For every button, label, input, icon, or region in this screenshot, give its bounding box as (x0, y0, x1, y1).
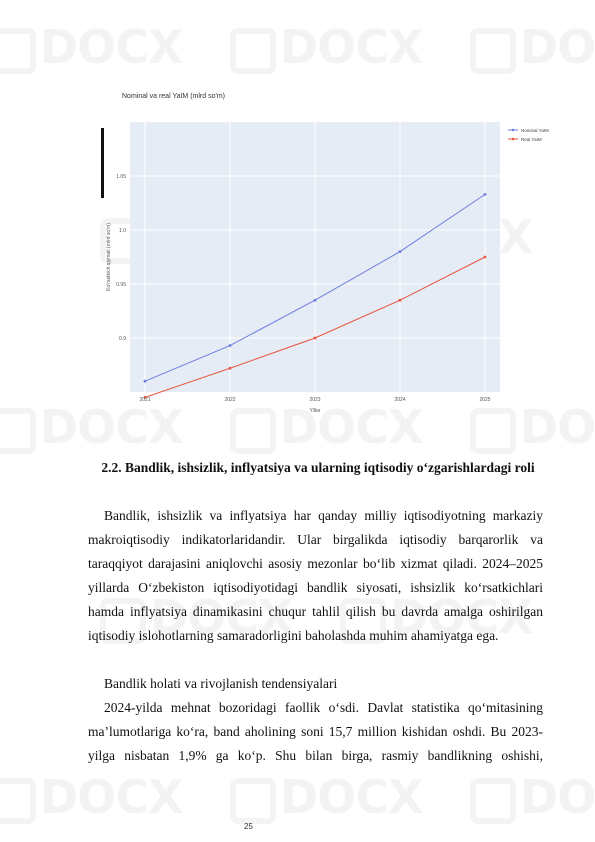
data-point (144, 380, 147, 383)
y-tick-label: 0.95 (116, 282, 126, 288)
chart-legend (508, 128, 549, 142)
data-point (314, 299, 317, 302)
x-tick-label: 2021 (139, 397, 151, 403)
chart-title: Nominal va real YaIM (mlrd so'm) (122, 93, 225, 100)
data-point (399, 250, 402, 253)
x-tick-label: 2023 (309, 397, 321, 403)
legend-marker (512, 138, 515, 141)
section-title: 2.2. Bandlik, ishsizlik, inflyatsiya va ularning iqtisodiy o‘zgarishlardagi roli (101, 460, 535, 475)
paragraph-intro: Bandlik, ishsizlik va inflyatsiya har qanday milliy iqtisodiyotning markaziy makroiqtisodiy indikatorlaridandir. Ular birgalikda iqtisodiy barqarorlik va taraqqiyot darajasini aniqlovchi asosiy mezonlar bo‘lib xizmat qiladi. 2024–2025 yillarda O‘zbekiston iqtisodiyotidagi bandlik siyosati, ishsizlik ko‘rsatkichlari hamda inflyatsiya dinamikasini chuqur tahlil qilish bu davrda amalga oshirilgan iqtisodiy islohotlarning samaradorligini baholashda muhim ahamiyatga ega. (88, 508, 543, 643)
paragraph-employment: 2024-yilda mehnat bozoridagi faollik o‘sdi. Davlat statistika qo‘mitasining ma’lumotlariga ko‘ra, band aholining soni 15,7 million kishidan oshdi. Bu 2023-yilga nisbatan 1,9% ga ko‘p. Shu bilan birga, rasmiy bandlikning oshishi, (88, 700, 543, 763)
x-axis-label: Yillar (309, 408, 321, 414)
data-point (399, 299, 402, 302)
x-tick-label: 2024 (394, 397, 406, 403)
y-tick-label: 1.0 (119, 228, 126, 234)
legend-label: Real YaIM (521, 136, 542, 142)
y-axis-label: Ko'rsatkich qiymati (mlrd so'm) (106, 223, 112, 291)
data-point (484, 256, 487, 259)
x-tick-label: 2022 (224, 397, 236, 403)
gdp-line-chart (100, 84, 555, 414)
data-point (484, 193, 487, 196)
x-tick-label: 2025 (479, 397, 491, 403)
legend-label: Nominal YaIM (521, 127, 549, 133)
data-point (229, 367, 232, 370)
paragraph-subheading: Bandlik holati va rivojlanish tendensiyalari (104, 676, 338, 691)
legend-marker (512, 129, 515, 132)
y-tick-label: 0.9 (119, 336, 126, 342)
y-tick-label: 1.05 (116, 174, 126, 180)
chart-left-bar (101, 128, 104, 198)
data-point (314, 337, 317, 340)
page-number: 25 (244, 822, 253, 831)
data-point (229, 344, 232, 347)
